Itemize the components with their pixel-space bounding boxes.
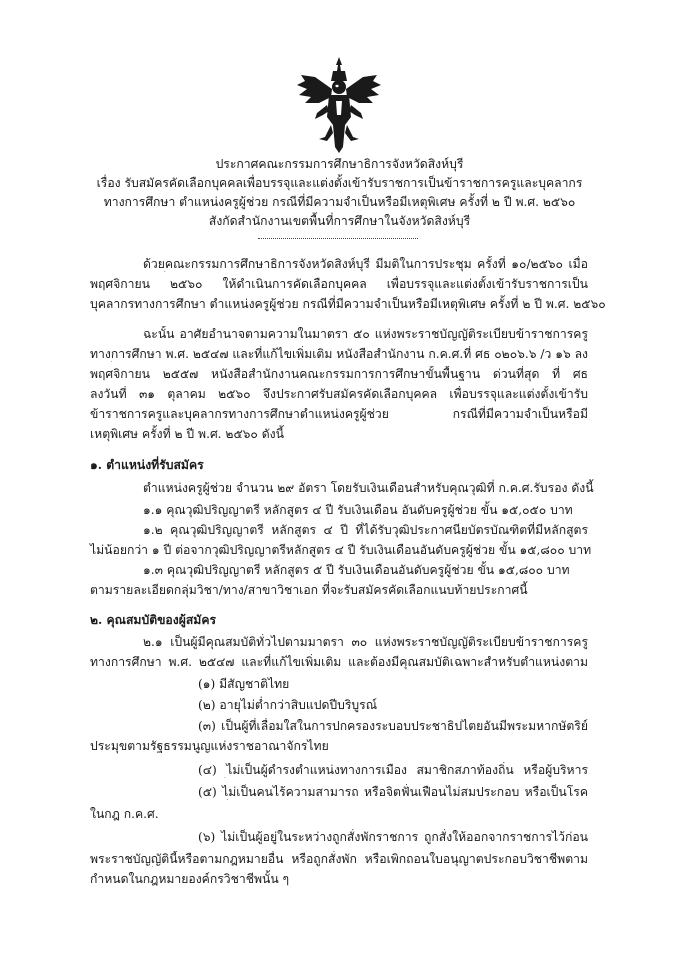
subject-line-1: เรื่อง รับสมัครคัดเลือกบุคคลเพื่อบรรจุและแต่งตั้งเข้ารับราชการเป็นข้าราชการครูและบุคลากร — [96, 176, 583, 190]
authority-line: ฉะนั้น อาศัยอำนาจตามความในมาตรา ๕๐ แห่งพระราชบัญญัติระเบียบข้าราชการครู — [143, 327, 588, 341]
section-2-line: ๒.๑ เป็นผู้มีคุณสมบัติทั่วไปตามมาตรา ๓๐ แห่งพระราชบัญญัติระเบียบข้าราชการครู — [143, 635, 588, 649]
authority-line: ทางการศึกษา พ.ศ. ๒๕๔๗ และที่แก้ไขเพิ่มเติม หนังสือสำนักงาน ก.ค.ศ.ที่ ศธ ๐๒๐๖.๖ /ว ๑๖ ลง — [90, 347, 588, 361]
section-1-line: ๑.๒ คุณวุฒิปริญญาตรี หลักสูตร ๔ ปี ที่ได้รับวุฒิประกาศนียบัตรบัณฑิตที่มีหลักสูตร — [143, 523, 588, 537]
garuda-emblem — [293, 55, 385, 155]
section-2-line: (๑) มีสัญชาติไทย — [198, 677, 290, 691]
subject-line-3: สังกัดสำนักงานเขตพื้นที่การศึกษาในจังหวัดสิงห์บุรี — [208, 214, 471, 228]
section-2-line: พระราชบัญญัตินี้หรือตามกฎหมายอื่น หรือถูกสั่งพัก หรือเพิกถอนใบอนุญาตประกอบวิชาชีพตาม — [90, 852, 588, 866]
authority-line: เหตุพิเศษ ครั้งที่ ๒ ปี พ.ศ. ๒๕๖๐ ดังนี้ — [90, 427, 284, 441]
section-2-line: ในกฎ ก.ค.ศ. — [90, 807, 159, 821]
authority-line: ข้าราชการครูและบุคลากรทางการศึกษาตำแหน่งครูผู้ช่วย กรณีที่มีความจำเป็นหรือมี — [90, 407, 588, 421]
section-2-line: (๓) เป็นผู้ที่เลื่อมใสในการปกครองระบอบประชาธิปไตยอันมีพระมหากษัตริย์ — [198, 719, 588, 733]
section-1-heading: ๑. ตำแหน่งที่รับสมัคร — [90, 458, 204, 472]
section-2-line: ทางการศึกษา พ.ศ. ๒๕๔๗ และที่แก้ไขเพิ่มเติม และต้องมีคุณสมบัติเฉพาะสำหรับตำแหน่งตาม — [90, 655, 588, 669]
intro-line: บุคลากรทางการศึกษา ตำแหน่งครูผู้ช่วย กรณีที่มีความจำเป็นหรือมีเหตุพิเศษ ครั้งที่ ๒ ปี พ.ศ. ๒๕๖๐ — [90, 297, 606, 311]
authority-line: พฤศจิกายน ๒๕๕๗ หนังสือสำนักงานคณะกรรมการการศึกษาขั้นพื้นฐาน ด่วนที่สุด ที่ ศธ — [90, 367, 588, 381]
intro-line: พฤศจิกายน ๒๕๖๐ ให้ดำเนินการคัดเลือกบุคคล เพื่อบรรจุและแต่งตั้งเข้ารับราชการเป็น — [90, 277, 588, 291]
section-2-line: (๖) ไม่เป็นผู้อยู่ในระหว่างถูกสั่งพักราชการ ถูกสั่งให้ออกจากราชการไว้ก่อน — [198, 830, 588, 844]
intro-line: ด้วยคณะกรรมการศึกษาธิการจังหวัดสิงห์บุรี มีมติในการประชุม ครั้งที่ ๑๐/๒๕๖๐ เมื่อ — [143, 257, 588, 271]
section-2-line: กำหนดในกฎหมายองค์กรวิชาชีพนั้น ๆ — [90, 872, 290, 886]
dotted-divider — [258, 238, 418, 239]
section-1-line: ตามรายละเอียดกลุ่มวิชา/ทาง/สาขาวิชาเอก ที่จะรับสมัครคัดเลือกแนบท้ายประกาศนี้ — [90, 583, 528, 597]
section-2-line: (๒) อายุไม่ต่ำกว่าสิบแปดปีบริบูรณ์ — [198, 698, 377, 712]
section-2-heading: ๒. คุณสมบัติของผู้สมัคร — [90, 613, 217, 627]
section-2-line: (๕) ไม่เป็นคนไร้ความสามารถ หรือจิตฟั่นเฟือนไม่สมประกอบ หรือเป็นโรค — [198, 785, 588, 799]
authority-line: ลงวันที่ ๓๑ ตุลาคม ๒๕๖๐ จึงประกาศรับสมัครคัดเลือกบุคคล เพื่อบรรจุและแต่งตั้งเข้ารับ — [90, 387, 588, 401]
section-1-line: ๑.๑ คุณวุฒิปริญญาตรี หลักสูตร ๔ ปี รับเงินเดือน อันดับครูผู้ช่วย ขั้น ๑๕,๐๕๐ บาท — [143, 503, 573, 517]
section-2-line: (๔) ไม่เป็นผู้ดำรงตำแหน่งทางการเมือง สมาชิกสภาท้องถิ่น หรือผู้บริหาร — [198, 763, 588, 777]
section-1-line: ๑.๓ คุณวุฒิปริญญาตรี หลักสูตร ๕ ปี รับเงินเดือนอันดับครูผู้ช่วย ขั้น ๑๕,๘๐๐ บาท — [143, 563, 570, 577]
announcement-title: ประกาศคณะกรรมการศึกษาธิการจังหวัดสิงห์บุรี — [215, 157, 464, 171]
section-2-line: ประมุขตามรัฐธรรมนูญแห่งราชอาณาจักรไทย — [90, 739, 329, 753]
section-1-line: ไม่น้อยกว่า ๑ ปี ต่อจากวุฒิปริญญาตรีหลักสูตร ๔ ปี รับเงินเดือนอันดับครูผู้ช่วย ขั้น ๑๕,๘๐๐ บาท — [90, 543, 592, 557]
section-1-line: ตำแหน่งครูผู้ช่วย จำนวน ๒๙ อัตรา โดยรับเงินเดือนสำหรับคุณวุฒิที่ ก.ค.ศ.รับรอง ดังนี้ — [143, 481, 594, 495]
subject-line-2: ทางการศึกษา ตำแหน่งครูผู้ช่วย กรณีที่มีความจำเป็นหรือมีเหตุพิเศษ ครั้งที่ ๒ ปี พ.ศ. ๒๕๖๐ — [103, 195, 576, 209]
